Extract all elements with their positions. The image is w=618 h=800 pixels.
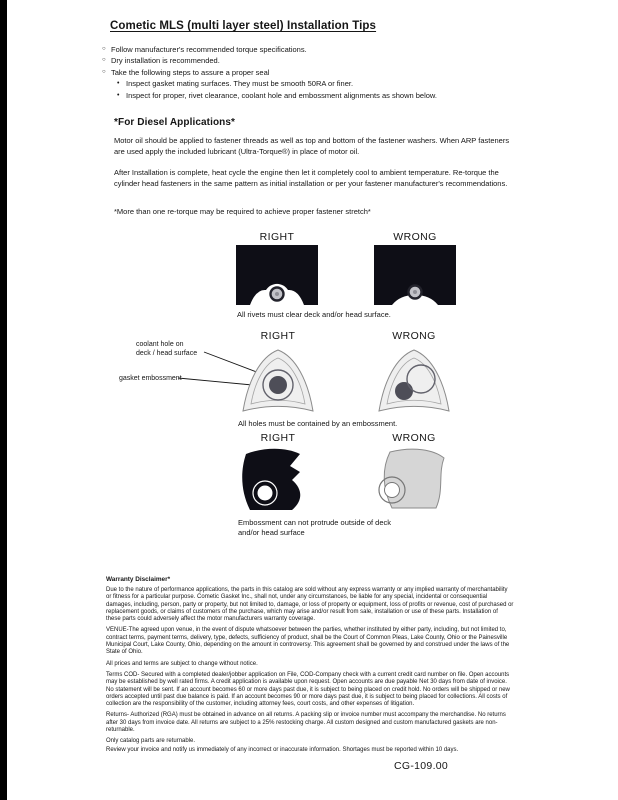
bullet-icon: ○ bbox=[102, 68, 106, 75]
sub-list-item bbox=[117, 90, 538, 101]
page-left-border bbox=[0, 0, 7, 800]
wrong-label: WRONG bbox=[392, 432, 436, 444]
bullet-icon: ○ bbox=[102, 57, 106, 64]
retorque-note: *More than one re-torque may be required to achieve proper fastener stretch* bbox=[114, 207, 371, 216]
installation-tips-list bbox=[102, 44, 538, 101]
warranty-paragraph: VENUE-The agreed upon venue, in the event of dispute whatsoever between the parties, whether instituted by either party, including, but not limited to, contract terms, payment terms, delivery, type, defects, sufficiency of product, shall be the Court of Common Pleas, Lake County, Ohio or the Painesville Municipal Court, Lake County, Ohio, depending on the amount in controversy. This agreement shall be governed by and construed under the laws of the State of Ohio. bbox=[106, 627, 510, 656]
right-label: RIGHT bbox=[260, 432, 296, 444]
hole-icon bbox=[258, 486, 273, 501]
rivet-wrong-image bbox=[374, 245, 456, 305]
warranty-heading: Warranty Disclaimer* bbox=[106, 576, 171, 583]
annotation-line: coolant hole on bbox=[136, 341, 184, 348]
list-item bbox=[102, 55, 538, 66]
wrong-label: WRONG bbox=[392, 330, 436, 342]
diagram-hole-right bbox=[238, 343, 318, 415]
caption-embossment: Embossment can not protrude outside of deck and/or head surface bbox=[238, 518, 392, 537]
caption-holes: All holes must be contained by an embossment. bbox=[238, 419, 398, 428]
diagram-rivet-wrong bbox=[374, 245, 456, 305]
diagram-rivet-right bbox=[236, 245, 318, 305]
warranty-paragraph: Review your invoice and notify us immediately of any incorrect or inaccurate information. Shortages must be reported within 10 days. bbox=[106, 746, 459, 753]
embossment-right-image bbox=[238, 446, 318, 514]
warranty-paragraph: All prices and terms are subject to change without notice. bbox=[106, 660, 258, 667]
rivet-right-image bbox=[236, 245, 318, 305]
caption-rivets: All rivets must clear deck and/or head surface. bbox=[237, 310, 391, 319]
hole-icon bbox=[385, 483, 400, 498]
list-item-text: Take the following steps to assure a proper seal bbox=[111, 67, 270, 77]
list-item bbox=[102, 67, 538, 78]
hole-right-image bbox=[238, 343, 318, 415]
diagram-embossment-wrong bbox=[374, 446, 454, 514]
diagram-hole-wrong bbox=[374, 343, 454, 415]
list-item bbox=[102, 44, 538, 55]
annotation-line: deck / head surface bbox=[136, 349, 198, 357]
coolant-hole-icon bbox=[269, 376, 287, 394]
list-item-text: Dry installation is recommended. bbox=[111, 56, 220, 66]
embossment-wrong-image bbox=[374, 446, 454, 514]
warranty-paragraph: Only catalog parts are returnable. bbox=[106, 738, 196, 745]
doc-number: CG-109.00 bbox=[394, 760, 449, 772]
warranty-paragraph: Terms COD- Secured with a completed dealer/jobber application on File, COD-Company check with a current credit card number on file. Open accounts may be established by well rated firms. A credit application is available upon request. Open accounts are due payable Net 30 days from date of invoice. No statement will be sent. If an account becomes 60 or more days past due, it is subject to being placed on credit hold. No orders will be shipped or new orders accepted until past due balance is paid. If an account becomes 90 or more days past due, it is subject to being placed for collections. All costs of collection are the responsibility of the customer, including attorney fees, court costs, and other expenses of litigation. bbox=[106, 671, 510, 708]
warranty-paragraph: Due to the nature of performance applications, the parts in this catalog are sold without any express warranty or any implied warranty of merchantability or fitness for a particular purpose. Cometic Gasket Inc., shall not, under any circumstances, be liable for any special, incidental or consequential damages, including, person, party or property, but not limited to, damage, or loss of property or equipment, loss of profits or revenue, cost of purchased or replacement goods, or claims of customers of the purchase, which may arise and/or result from sale, installation or use of these parts. Installation of these parts could adversely affect the motor manufacturers warranty coverage. bbox=[106, 587, 514, 623]
list-item-text: Inspect gasket mating surfaces. They must be smooth 50RA or finer. bbox=[126, 79, 354, 89]
right-label: RIGHT bbox=[260, 330, 296, 342]
page-title: Cometic MLS (multi layer steel) Installation Tips bbox=[110, 20, 377, 32]
diesel-applications-heading: *For Diesel Applications* bbox=[114, 117, 236, 128]
wrong-label: WRONG bbox=[393, 231, 437, 243]
list-item-text: Inspect for proper, rivet clearance, coolant hole and embossment alignments as shown below. bbox=[126, 90, 438, 100]
diagram-embossment-right bbox=[238, 446, 318, 514]
list-item-text: Follow manufacturer's recommended torque specifications. bbox=[111, 45, 307, 54]
warranty-disclaimer bbox=[106, 576, 514, 758]
annotation-gasket-embossment: gasket embossment bbox=[119, 375, 182, 382]
sub-list-item bbox=[117, 78, 538, 89]
coolant-hole-icon bbox=[395, 382, 413, 400]
hole-wrong-image bbox=[374, 343, 454, 415]
sub-bullet-icon: • bbox=[117, 91, 120, 99]
right-label: RIGHT bbox=[259, 231, 295, 243]
bullet-icon: ○ bbox=[102, 46, 106, 52]
sub-bullet-icon: • bbox=[117, 80, 120, 88]
warranty-paragraph: Returns- Authorized (RGA) must be obtained in advance on all returns. A packing slip or invoice number must accompany the merchandise. No returns after 30 days from invoice date. All returns are subject to a 25% restocking charge. All custom designed and custom manufactured gaskets are non-returnable. bbox=[106, 712, 506, 734]
diesel-paragraph-1: Motor oil should be applied to fastener threads as well as top and bottom of the fastener washers. When ARP fasteners are used apply the included lubricant (Ultra-Torque®) in place of motor oil. bbox=[114, 136, 510, 156]
diesel-paragraph-2: After Installation is complete, heat cycle the engine then let it completely cool to ambient temperature. Re-torque the cylinder head fasteners in the same pattern as initial installation or per your fastener manufacturer's recommendations. bbox=[114, 168, 508, 188]
